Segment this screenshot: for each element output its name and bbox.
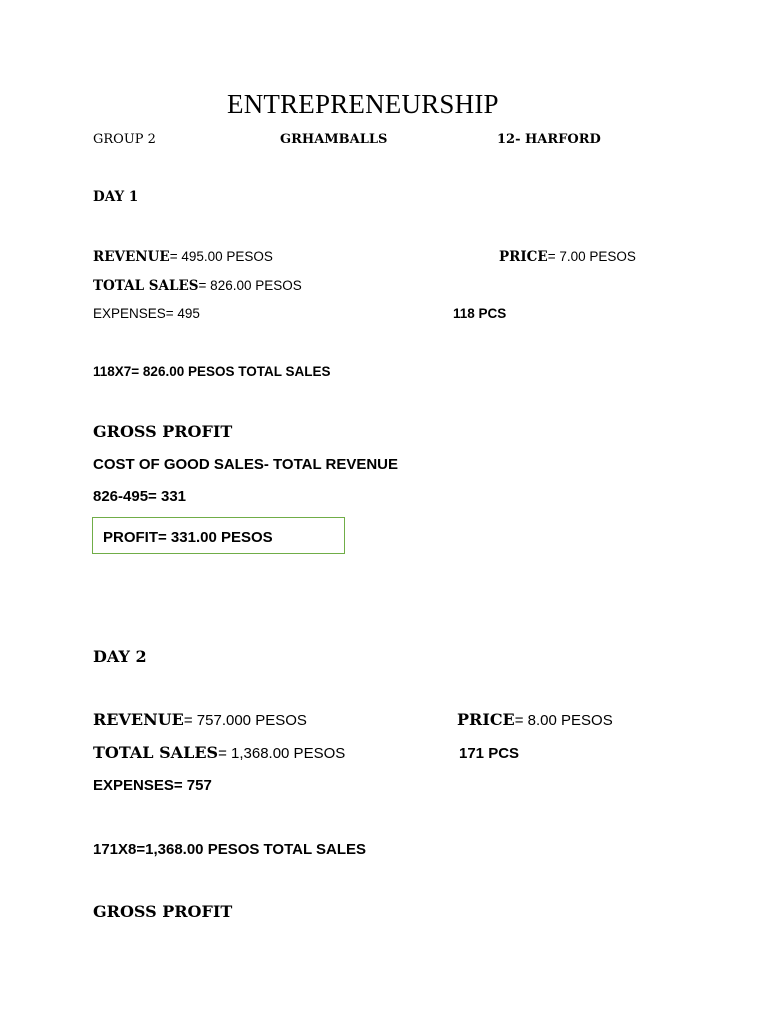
document-title: ENTREPRENEURSHIP xyxy=(227,89,499,119)
day2-formula: 171X8=1,368.00 PESOS TOTAL SALES xyxy=(93,841,367,858)
day2-total-sales-label: TOTAL SALES xyxy=(93,743,219,762)
day2-revenue-value: = 757.000 PESOS xyxy=(183,712,307,729)
day1-total-sales-value: = 826.00 PESOS xyxy=(198,278,302,293)
day2-pcs: 171 PCS xyxy=(459,745,520,762)
day1-expenses: EXPENSES= 495 xyxy=(93,306,200,321)
day1-total-sales-label: TOTAL SALES xyxy=(93,278,199,294)
day2-price-label: PRICE xyxy=(457,710,515,729)
day2-total-sales-line xyxy=(93,745,345,762)
day1-price-label: PRICE xyxy=(499,249,548,265)
day1-formula: 118X7= 826.00 PESOS TOTAL SALES xyxy=(93,364,331,379)
day2-expenses: EXPENSES= 757 xyxy=(93,777,212,794)
day1-revenue-label: REVENUE xyxy=(93,249,170,265)
day1-pcs: 118 PCS xyxy=(453,306,507,321)
day1-total-sales-line xyxy=(93,278,302,294)
day1-profit: PROFIT= 331.00 PESOS xyxy=(103,529,273,546)
day1-heading: DAY 1 xyxy=(93,189,139,205)
day1-price-value: = 7.00 PESOS xyxy=(547,249,636,264)
day1-gross-profit-formula: COST OF GOOD SALES- TOTAL REVENUE xyxy=(93,456,399,473)
day2-heading: DAY 2 xyxy=(93,647,147,666)
day2-price-line xyxy=(457,712,613,729)
day1-price-line xyxy=(499,249,636,265)
day1-revenue-line xyxy=(93,249,273,265)
day2-revenue-label: REVENUE xyxy=(93,710,184,729)
day1-gross-profit-heading: GROSS PROFIT xyxy=(93,422,233,441)
section-label: 12- HARFORD xyxy=(497,132,601,147)
day2-price-value: = 8.00 PESOS xyxy=(514,712,613,729)
day1-computation: 826-495= 331 xyxy=(93,488,187,505)
product-name: GRHAMBALLS xyxy=(280,132,388,147)
group-label: GROUP 2 xyxy=(93,132,156,147)
day2-total-sales-value: = 1,368.00 PESOS xyxy=(218,745,346,762)
day2-revenue-line xyxy=(93,712,307,729)
day2-gross-profit-heading: GROSS PROFIT xyxy=(93,902,233,921)
day1-revenue-value: = 495.00 PESOS xyxy=(169,249,273,264)
